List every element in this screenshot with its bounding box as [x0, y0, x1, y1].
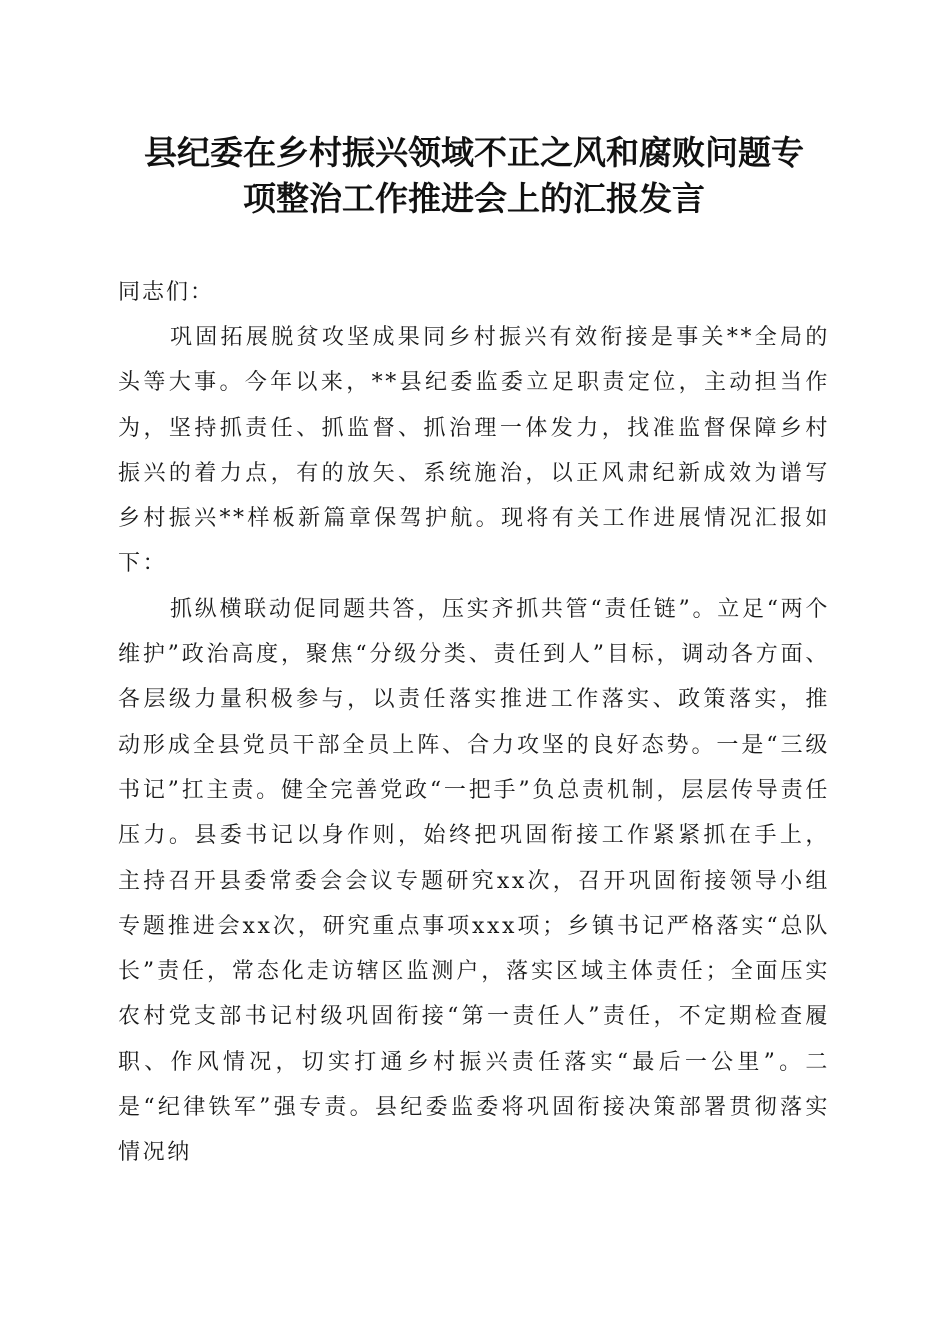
title-line-2: 项整治工作推进会上的汇报发言 [243, 179, 705, 218]
title-line-1: 县纪委在乡村振兴领域不正之风和腐败问题专 [144, 133, 804, 172]
salutation: 同志们： [118, 280, 215, 305]
document-title [118, 130, 830, 222]
body-paragraph-2: 抓纵横联动促同题共答，压实齐抓共管“责任链”。立足“两个维护”政治高度，聚焦“分级分类、责任到人”目标，调动各方面、各层级力量积极参与，以责任落实推进工作落实、政策落实，推动形成全县党员干部全员上阵、合力攻坚的良好态势。一是“三级书记”扛主责。健全完善党政“一把手”负总责机制，层层传导责任压力。县委书记以身作则，始终把巩固衔接工作紧紧抓在手上，主持召开县委常委会会议专题研究xx次，召开巩固衔接领导小组专题推进会xx次，研究重点事项xxx项；乡镇书记严格落实“总队长”责任，常态化走访辖区监测户，落实区域主体责任；全面压实农村党支部书记村级巩固衔接“第一责任人”责任，不定期检查履职、作风情况，切实打通乡村振兴责任落实“最后一公里”。二是“纪律铁军”强专责。县纪委监委将巩固衔接决策部署贯彻落实情况纳 [118, 596, 830, 1166]
body-paragraph-1: 巩固拓展脱贫攻坚成果同乡村振兴有效衔接是事关**全局的头等大事。今年以来，**县纪委监委立足职责定位，主动担当作为，坚持抓责任、抓监督、抓治理一体发力，找准监督保障乡村振兴的着力点，有的放矢、系统施治，以正风肃纪新成效为谱写乡村振兴**样板新篇章保驾护航。现将有关工作进展情况汇报如下： [118, 325, 830, 577]
document-page [118, 130, 830, 1176]
